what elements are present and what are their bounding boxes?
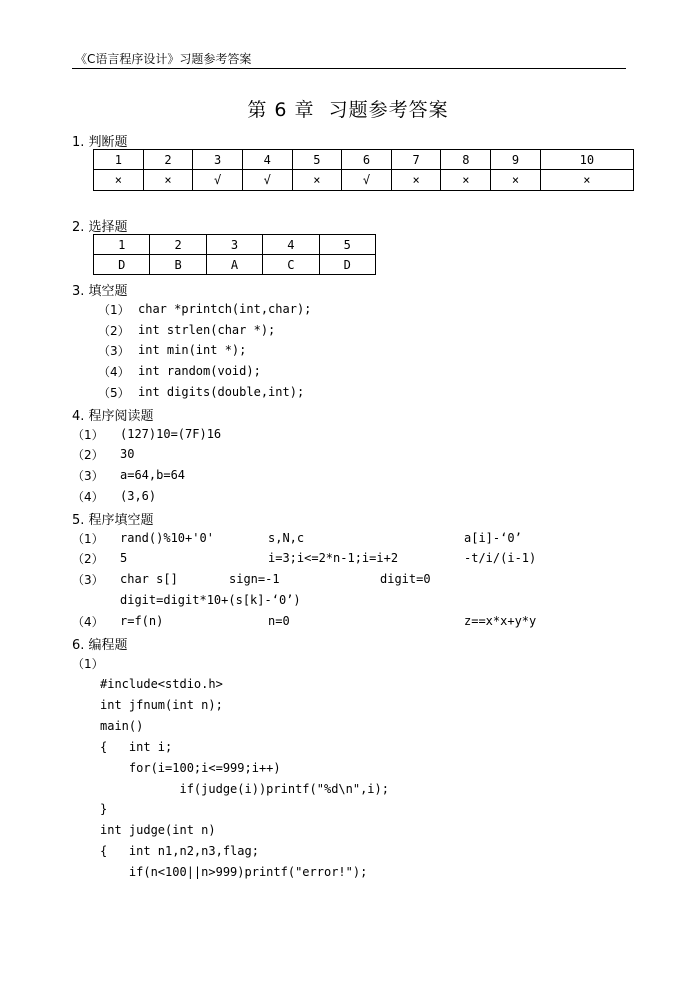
table-cell: 9 [491, 150, 541, 170]
table-cell: × [391, 170, 441, 191]
code-line: if(n<100||n>999)printf("error!"); [100, 865, 368, 879]
table-cell: × [94, 170, 144, 191]
item-label: （1） [72, 428, 104, 442]
table-cell: C [263, 255, 319, 275]
table-cell: × [441, 170, 491, 191]
answer-code: n=0 [268, 614, 290, 628]
answer-code: (3,6) [120, 489, 157, 503]
table-cell: × [540, 170, 633, 191]
table-cell: B [150, 255, 206, 275]
answer-code: i=3;i<=2*n-1;i=i+2 [268, 551, 399, 565]
answer-code: a[i]-‘0’ [464, 531, 522, 545]
table-cell: 1 [94, 235, 150, 255]
answer-code: r=f(n) [120, 614, 164, 628]
section-1-heading: 1. 判断题 [72, 135, 128, 150]
table-cell: D [319, 255, 375, 275]
table-cell: 2 [150, 235, 206, 255]
item-label: （3） [98, 344, 130, 358]
table-cell: 10 [540, 150, 633, 170]
table-row [94, 235, 376, 255]
section-6-heading: 6. 编程题 [72, 638, 128, 653]
page-header: 《C语言程序设计》习题参考答案 [75, 52, 252, 66]
answer-code: rand()%10+'0' [120, 531, 214, 545]
table-cell: × [292, 170, 342, 191]
table-cell: D [94, 255, 150, 275]
section-3-heading: 3. 填空题 [72, 284, 128, 299]
table-cell: 7 [391, 150, 441, 170]
answer-code: sign=-1 [229, 572, 280, 586]
answer-code: int strlen(char *); [138, 323, 276, 337]
judgement-table [93, 149, 634, 191]
table-cell: √ [242, 170, 292, 191]
answer-code: digit=digit*10+(s[k]-‘0’) [120, 593, 301, 607]
code-line: main() [100, 719, 144, 733]
answer-code: char s[] [120, 572, 178, 586]
item-label: （2） [98, 324, 130, 338]
answer-code: digit=0 [380, 572, 431, 586]
item-label: （5） [98, 386, 130, 400]
table-cell: 3 [206, 235, 262, 255]
table-cell: 2 [143, 150, 193, 170]
section-4-heading: 4. 程序阅读题 [72, 409, 154, 424]
item-label: （3） [72, 469, 104, 483]
item-label: （1） [72, 532, 104, 546]
item-label: （4） [72, 490, 104, 504]
code-line: for(i=100;i<=999;i++) [100, 761, 281, 775]
table-cell: √ [342, 170, 392, 191]
table-cell: 4 [263, 235, 319, 255]
answer-code: int random(void); [138, 364, 261, 378]
item-label: （1） [98, 303, 130, 317]
choice-table [93, 234, 376, 275]
table-cell: 5 [292, 150, 342, 170]
table-cell: 5 [319, 235, 375, 255]
answer-code: int min(int *); [138, 343, 247, 357]
code-line: if(judge(i))printf("%d\n",i); [100, 782, 389, 796]
answer-code: a=64,b=64 [120, 468, 186, 482]
section-5-heading: 5. 程序填空题 [72, 513, 154, 528]
answer-code: z==x*x+y*y [464, 614, 537, 628]
table-cell: A [206, 255, 262, 275]
item-label: （2） [72, 552, 104, 566]
chapter-title: 第 6 章 习题参考答案 [247, 99, 449, 121]
code-line: int judge(int n) [100, 823, 216, 837]
table-cell: 3 [193, 150, 243, 170]
answer-code: char *printch(int,char); [138, 302, 312, 316]
table-cell: 4 [242, 150, 292, 170]
answer-code: -t/i/(i-1) [464, 551, 537, 565]
table-cell: × [143, 170, 193, 191]
item-label: （3） [72, 573, 104, 587]
table-row [94, 255, 376, 275]
table-cell: 1 [94, 150, 144, 170]
table-row [94, 150, 634, 170]
item-label: （2） [72, 448, 104, 462]
table-row [94, 170, 634, 191]
table-cell: √ [193, 170, 243, 191]
answer-code: int digits(double,int); [138, 385, 305, 399]
code-line: { int i; [100, 740, 173, 754]
item-label: （4） [98, 365, 130, 379]
item-label: （1） [72, 657, 104, 671]
table-cell: 8 [441, 150, 491, 170]
answer-code: s,N,c [268, 531, 305, 545]
code-line: { int n1,n2,n3,flag; [100, 844, 259, 858]
answer-code: (127)10=(7F)16 [120, 427, 222, 441]
code-line: int jfnum(int n); [100, 698, 223, 712]
header-rule [72, 68, 626, 69]
code-line: #include<stdio.h> [100, 677, 223, 691]
table-cell: × [491, 170, 541, 191]
code-line: } [100, 802, 108, 816]
answer-code: 30 [120, 447, 135, 461]
answer-code: 5 [120, 551, 128, 565]
item-label: （4） [72, 615, 104, 629]
table-cell: 6 [342, 150, 392, 170]
section-2-heading: 2. 选择题 [72, 220, 128, 235]
